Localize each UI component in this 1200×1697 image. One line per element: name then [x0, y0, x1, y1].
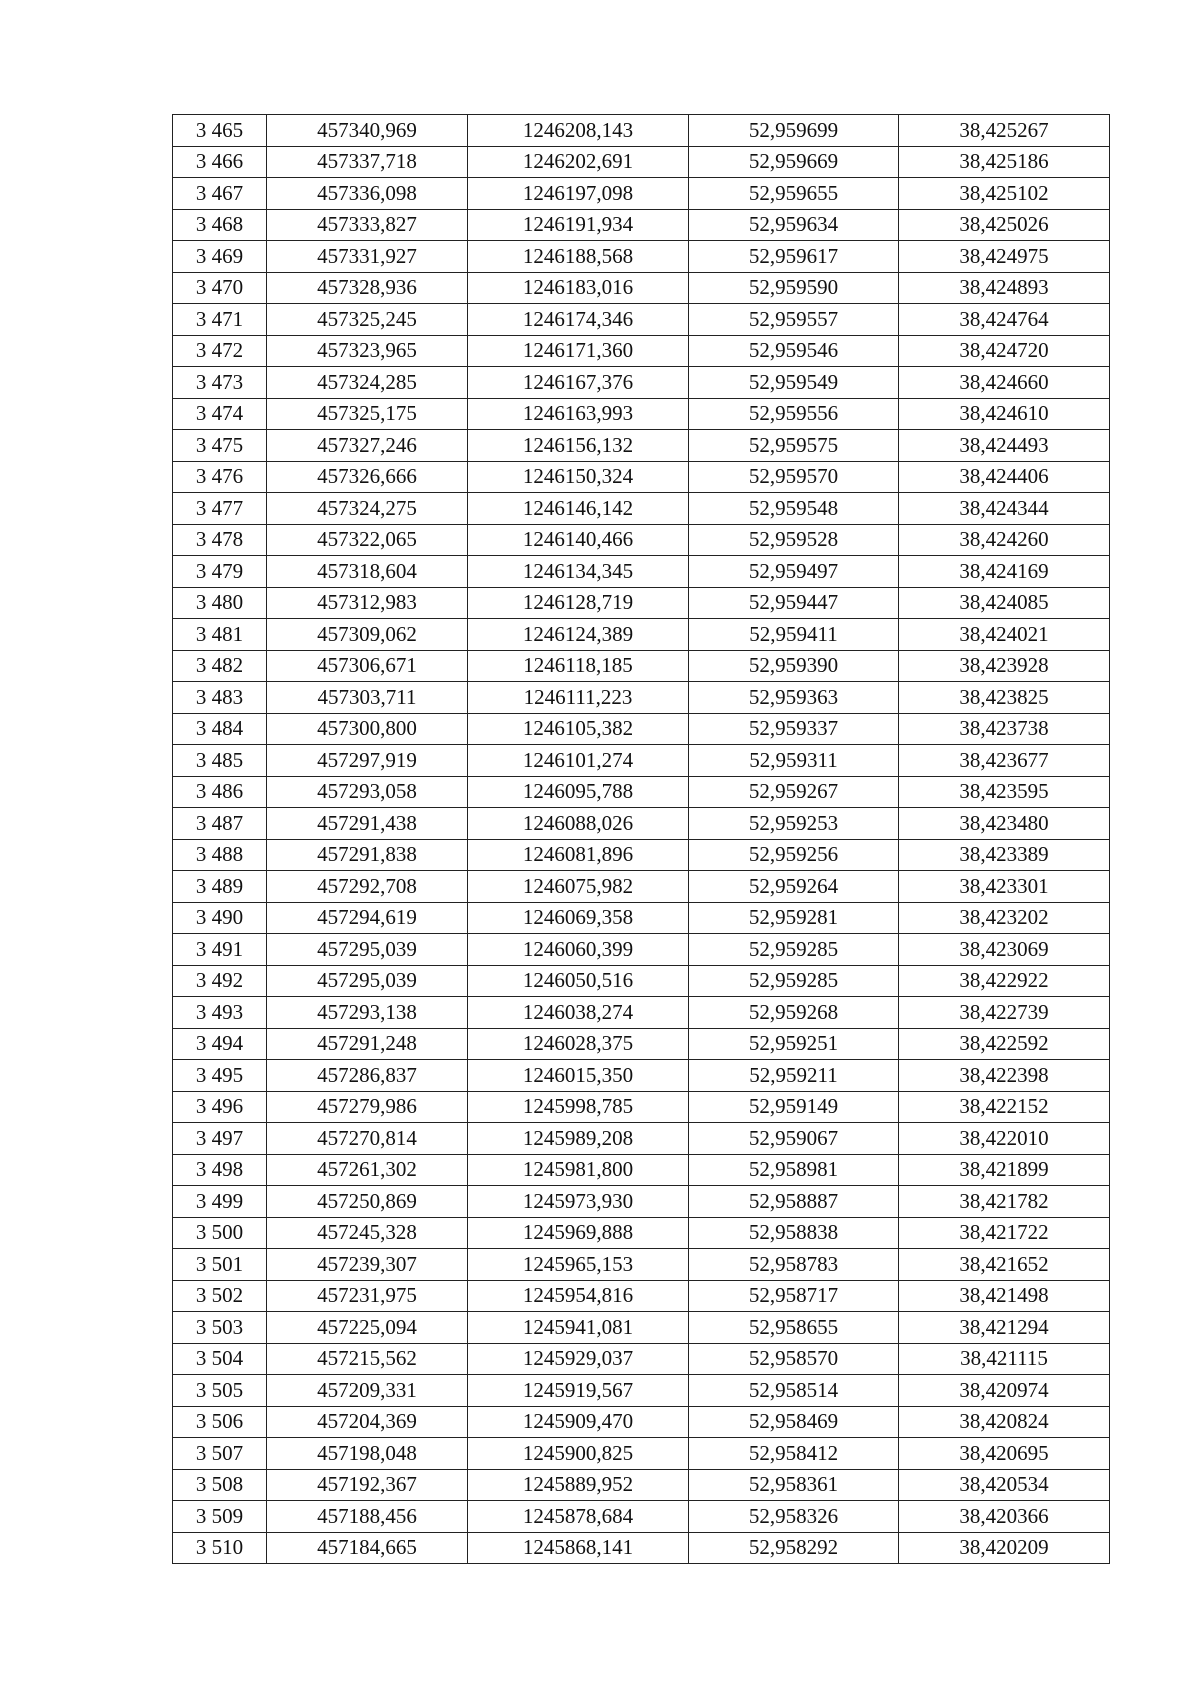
point-number-cell: 3 468: [173, 209, 267, 241]
y-coordinate-cell: 1246118,185: [468, 650, 689, 682]
x-coordinate-cell: 457327,246: [267, 430, 468, 462]
y-coordinate-cell: 1245889,952: [468, 1469, 689, 1501]
x-coordinate-cell: 457188,456: [267, 1501, 468, 1533]
longitude-cell: 38,424493: [899, 430, 1110, 462]
table-row: [173, 178, 1110, 210]
x-coordinate-cell: 457300,800: [267, 713, 468, 745]
point-number-cell: 3 500: [173, 1217, 267, 1249]
y-coordinate-cell: 1246188,568: [468, 241, 689, 273]
x-coordinate-cell: 457239,307: [267, 1249, 468, 1281]
y-coordinate-cell: 1246075,982: [468, 871, 689, 903]
latitude-cell: 52,959699: [689, 115, 899, 147]
y-coordinate-cell: 1246124,389: [468, 619, 689, 651]
y-coordinate-cell: 1246202,691: [468, 146, 689, 178]
longitude-cell: 38,424344: [899, 493, 1110, 525]
point-number-cell: 3 510: [173, 1532, 267, 1564]
x-coordinate-cell: 457303,711: [267, 682, 468, 714]
table-row: [173, 871, 1110, 903]
longitude-cell: 38,421294: [899, 1312, 1110, 1344]
table-row: [173, 304, 1110, 336]
point-number-cell: 3 475: [173, 430, 267, 462]
longitude-cell: 38,425102: [899, 178, 1110, 210]
point-number-cell: 3 474: [173, 398, 267, 430]
latitude-cell: 52,959556: [689, 398, 899, 430]
latitude-cell: 52,959285: [689, 965, 899, 997]
point-number-cell: 3 491: [173, 934, 267, 966]
x-coordinate-cell: 457293,058: [267, 776, 468, 808]
y-coordinate-cell: 1246111,223: [468, 682, 689, 714]
y-coordinate-cell: 1246140,466: [468, 524, 689, 556]
latitude-cell: 52,959363: [689, 682, 899, 714]
longitude-cell: 38,422592: [899, 1028, 1110, 1060]
table-row: [173, 1091, 1110, 1123]
latitude-cell: 52,959337: [689, 713, 899, 745]
latitude-cell: 52,959669: [689, 146, 899, 178]
table-row: [173, 461, 1110, 493]
longitude-cell: 38,423069: [899, 934, 1110, 966]
point-number-cell: 3 505: [173, 1375, 267, 1407]
longitude-cell: 38,421115: [899, 1343, 1110, 1375]
coordinates-table: [172, 114, 1110, 1564]
x-coordinate-cell: 457292,708: [267, 871, 468, 903]
y-coordinate-cell: 1246156,132: [468, 430, 689, 462]
table-row: [173, 1028, 1110, 1060]
table-row: [173, 965, 1110, 997]
y-coordinate-cell: 1246050,516: [468, 965, 689, 997]
latitude-cell: 52,958981: [689, 1154, 899, 1186]
latitude-cell: 52,959285: [689, 934, 899, 966]
x-coordinate-cell: 457318,604: [267, 556, 468, 588]
x-coordinate-cell: 457250,869: [267, 1186, 468, 1218]
longitude-cell: 38,423825: [899, 682, 1110, 714]
longitude-cell: 38,424660: [899, 367, 1110, 399]
y-coordinate-cell: 1246146,142: [468, 493, 689, 525]
longitude-cell: 38,423738: [899, 713, 1110, 745]
point-number-cell: 3 481: [173, 619, 267, 651]
table-row: [173, 1186, 1110, 1218]
y-coordinate-cell: 1246167,376: [468, 367, 689, 399]
point-number-cell: 3 489: [173, 871, 267, 903]
coordinates-table-body: [173, 115, 1110, 1564]
point-number-cell: 3 485: [173, 745, 267, 777]
x-coordinate-cell: 457306,671: [267, 650, 468, 682]
x-coordinate-cell: 457294,619: [267, 902, 468, 934]
table-row: [173, 1217, 1110, 1249]
x-coordinate-cell: 457215,562: [267, 1343, 468, 1375]
point-number-cell: 3 503: [173, 1312, 267, 1344]
table-row: [173, 1249, 1110, 1281]
latitude-cell: 52,959253: [689, 808, 899, 840]
table-row: [173, 619, 1110, 651]
latitude-cell: 52,958514: [689, 1375, 899, 1407]
y-coordinate-cell: 1246163,993: [468, 398, 689, 430]
x-coordinate-cell: 457295,039: [267, 934, 468, 966]
table-row: [173, 934, 1110, 966]
x-coordinate-cell: 457204,369: [267, 1406, 468, 1438]
latitude-cell: 52,959149: [689, 1091, 899, 1123]
y-coordinate-cell: 1246171,360: [468, 335, 689, 367]
x-coordinate-cell: 457270,814: [267, 1123, 468, 1155]
longitude-cell: 38,420974: [899, 1375, 1110, 1407]
y-coordinate-cell: 1246038,274: [468, 997, 689, 1029]
y-coordinate-cell: 1245909,470: [468, 1406, 689, 1438]
point-number-cell: 3 478: [173, 524, 267, 556]
longitude-cell: 38,423301: [899, 871, 1110, 903]
longitude-cell: 38,422398: [899, 1060, 1110, 1092]
longitude-cell: 38,420366: [899, 1501, 1110, 1533]
table-row: [173, 902, 1110, 934]
y-coordinate-cell: 1246105,382: [468, 713, 689, 745]
x-coordinate-cell: 457295,039: [267, 965, 468, 997]
point-number-cell: 3 496: [173, 1091, 267, 1123]
point-number-cell: 3 472: [173, 335, 267, 367]
table-row: [173, 808, 1110, 840]
y-coordinate-cell: 1245998,785: [468, 1091, 689, 1123]
y-coordinate-cell: 1245878,684: [468, 1501, 689, 1533]
x-coordinate-cell: 457322,065: [267, 524, 468, 556]
point-number-cell: 3 507: [173, 1438, 267, 1470]
table-row: [173, 209, 1110, 241]
x-coordinate-cell: 457286,837: [267, 1060, 468, 1092]
x-coordinate-cell: 457325,245: [267, 304, 468, 336]
x-coordinate-cell: 457291,838: [267, 839, 468, 871]
point-number-cell: 3 504: [173, 1343, 267, 1375]
longitude-cell: 38,425267: [899, 115, 1110, 147]
latitude-cell: 52,959251: [689, 1028, 899, 1060]
point-number-cell: 3 508: [173, 1469, 267, 1501]
y-coordinate-cell: 1246197,098: [468, 178, 689, 210]
x-coordinate-cell: 457325,175: [267, 398, 468, 430]
longitude-cell: 38,424975: [899, 241, 1110, 273]
y-coordinate-cell: 1246081,896: [468, 839, 689, 871]
x-coordinate-cell: 457209,331: [267, 1375, 468, 1407]
latitude-cell: 52,959447: [689, 587, 899, 619]
y-coordinate-cell: 1245969,888: [468, 1217, 689, 1249]
point-number-cell: 3 473: [173, 367, 267, 399]
point-number-cell: 3 486: [173, 776, 267, 808]
y-coordinate-cell: 1245965,153: [468, 1249, 689, 1281]
longitude-cell: 38,422152: [899, 1091, 1110, 1123]
latitude-cell: 52,959549: [689, 367, 899, 399]
x-coordinate-cell: 457309,062: [267, 619, 468, 651]
point-number-cell: 3 479: [173, 556, 267, 588]
latitude-cell: 52,959590: [689, 272, 899, 304]
table-row: [173, 556, 1110, 588]
x-coordinate-cell: 457279,986: [267, 1091, 468, 1123]
longitude-cell: 38,423677: [899, 745, 1110, 777]
latitude-cell: 52,958887: [689, 1186, 899, 1218]
x-coordinate-cell: 457340,969: [267, 115, 468, 147]
latitude-cell: 52,958412: [689, 1438, 899, 1470]
table-row: [173, 493, 1110, 525]
point-number-cell: 3 465: [173, 115, 267, 147]
point-number-cell: 3 488: [173, 839, 267, 871]
longitude-cell: 38,421722: [899, 1217, 1110, 1249]
table-row: [173, 1154, 1110, 1186]
longitude-cell: 38,423595: [899, 776, 1110, 808]
longitude-cell: 38,424085: [899, 587, 1110, 619]
point-number-cell: 3 469: [173, 241, 267, 273]
latitude-cell: 52,958292: [689, 1532, 899, 1564]
longitude-cell: 38,421782: [899, 1186, 1110, 1218]
longitude-cell: 38,423202: [899, 902, 1110, 934]
x-coordinate-cell: 457245,328: [267, 1217, 468, 1249]
point-number-cell: 3 502: [173, 1280, 267, 1312]
point-number-cell: 3 509: [173, 1501, 267, 1533]
latitude-cell: 52,959546: [689, 335, 899, 367]
longitude-cell: 38,423389: [899, 839, 1110, 871]
table-row: [173, 524, 1110, 556]
longitude-cell: 38,423480: [899, 808, 1110, 840]
latitude-cell: 52,958717: [689, 1280, 899, 1312]
x-coordinate-cell: 457225,094: [267, 1312, 468, 1344]
y-coordinate-cell: 1245941,081: [468, 1312, 689, 1344]
latitude-cell: 52,959211: [689, 1060, 899, 1092]
table-row: [173, 997, 1110, 1029]
longitude-cell: 38,424406: [899, 461, 1110, 493]
longitude-cell: 38,424893: [899, 272, 1110, 304]
table-row: [173, 115, 1110, 147]
table-row: [173, 1343, 1110, 1375]
latitude-cell: 52,959528: [689, 524, 899, 556]
point-number-cell: 3 499: [173, 1186, 267, 1218]
y-coordinate-cell: 1246069,358: [468, 902, 689, 934]
latitude-cell: 52,959557: [689, 304, 899, 336]
x-coordinate-cell: 457324,285: [267, 367, 468, 399]
longitude-cell: 38,421498: [899, 1280, 1110, 1312]
x-coordinate-cell: 457333,827: [267, 209, 468, 241]
longitude-cell: 38,424610: [899, 398, 1110, 430]
table-row: [173, 745, 1110, 777]
longitude-cell: 38,420695: [899, 1438, 1110, 1470]
point-number-cell: 3 477: [173, 493, 267, 525]
table-row: [173, 713, 1110, 745]
point-number-cell: 3 476: [173, 461, 267, 493]
table-row: [173, 1280, 1110, 1312]
longitude-cell: 38,423928: [899, 650, 1110, 682]
longitude-cell: 38,424021: [899, 619, 1110, 651]
latitude-cell: 52,958570: [689, 1343, 899, 1375]
latitude-cell: 52,958361: [689, 1469, 899, 1501]
latitude-cell: 52,958655: [689, 1312, 899, 1344]
point-number-cell: 3 501: [173, 1249, 267, 1281]
x-coordinate-cell: 457291,438: [267, 808, 468, 840]
table-row: [173, 1501, 1110, 1533]
table-row: [173, 146, 1110, 178]
point-number-cell: 3 490: [173, 902, 267, 934]
longitude-cell: 38,424764: [899, 304, 1110, 336]
y-coordinate-cell: 1246183,016: [468, 272, 689, 304]
x-coordinate-cell: 457331,927: [267, 241, 468, 273]
point-number-cell: 3 493: [173, 997, 267, 1029]
x-coordinate-cell: 457312,983: [267, 587, 468, 619]
latitude-cell: 52,959390: [689, 650, 899, 682]
longitude-cell: 38,422922: [899, 965, 1110, 997]
y-coordinate-cell: 1245954,816: [468, 1280, 689, 1312]
table-row: [173, 1532, 1110, 1564]
latitude-cell: 52,958783: [689, 1249, 899, 1281]
point-number-cell: 3 506: [173, 1406, 267, 1438]
table-row: [173, 430, 1110, 462]
latitude-cell: 52,958326: [689, 1501, 899, 1533]
table-row: [173, 1469, 1110, 1501]
point-number-cell: 3 483: [173, 682, 267, 714]
latitude-cell: 52,959617: [689, 241, 899, 273]
longitude-cell: 38,424720: [899, 335, 1110, 367]
x-coordinate-cell: 457231,975: [267, 1280, 468, 1312]
latitude-cell: 52,959067: [689, 1123, 899, 1155]
table-row: [173, 335, 1110, 367]
latitude-cell: 52,959548: [689, 493, 899, 525]
x-coordinate-cell: 457192,367: [267, 1469, 468, 1501]
y-coordinate-cell: 1246208,143: [468, 115, 689, 147]
x-coordinate-cell: 457336,098: [267, 178, 468, 210]
point-number-cell: 3 498: [173, 1154, 267, 1186]
latitude-cell: 52,959570: [689, 461, 899, 493]
y-coordinate-cell: 1246150,324: [468, 461, 689, 493]
table-row: [173, 650, 1110, 682]
y-coordinate-cell: 1246101,274: [468, 745, 689, 777]
y-coordinate-cell: 1245868,141: [468, 1532, 689, 1564]
table-row: [173, 839, 1110, 871]
longitude-cell: 38,425186: [899, 146, 1110, 178]
table-row: [173, 1123, 1110, 1155]
longitude-cell: 38,425026: [899, 209, 1110, 241]
latitude-cell: 52,959497: [689, 556, 899, 588]
x-coordinate-cell: 457291,248: [267, 1028, 468, 1060]
y-coordinate-cell: 1245900,825: [468, 1438, 689, 1470]
y-coordinate-cell: 1246015,350: [468, 1060, 689, 1092]
latitude-cell: 52,959575: [689, 430, 899, 462]
point-number-cell: 3 466: [173, 146, 267, 178]
point-number-cell: 3 494: [173, 1028, 267, 1060]
y-coordinate-cell: 1245989,208: [468, 1123, 689, 1155]
x-coordinate-cell: 457324,275: [267, 493, 468, 525]
y-coordinate-cell: 1245929,037: [468, 1343, 689, 1375]
table-row: [173, 682, 1110, 714]
latitude-cell: 52,959311: [689, 745, 899, 777]
point-number-cell: 3 482: [173, 650, 267, 682]
latitude-cell: 52,959634: [689, 209, 899, 241]
point-number-cell: 3 470: [173, 272, 267, 304]
y-coordinate-cell: 1246191,934: [468, 209, 689, 241]
table-row: [173, 776, 1110, 808]
latitude-cell: 52,959264: [689, 871, 899, 903]
point-number-cell: 3 484: [173, 713, 267, 745]
longitude-cell: 38,420824: [899, 1406, 1110, 1438]
latitude-cell: 52,959256: [689, 839, 899, 871]
point-number-cell: 3 480: [173, 587, 267, 619]
table-row: [173, 1375, 1110, 1407]
table-row: [173, 1060, 1110, 1092]
y-coordinate-cell: 1246128,719: [468, 587, 689, 619]
x-coordinate-cell: 457293,138: [267, 997, 468, 1029]
longitude-cell: 38,424260: [899, 524, 1110, 556]
y-coordinate-cell: 1246095,788: [468, 776, 689, 808]
x-coordinate-cell: 457337,718: [267, 146, 468, 178]
y-coordinate-cell: 1246088,026: [468, 808, 689, 840]
longitude-cell: 38,420209: [899, 1532, 1110, 1564]
longitude-cell: 38,421899: [899, 1154, 1110, 1186]
y-coordinate-cell: 1245981,800: [468, 1154, 689, 1186]
table-row: [173, 241, 1110, 273]
table-row: [173, 1406, 1110, 1438]
point-number-cell: 3 471: [173, 304, 267, 336]
latitude-cell: 52,959267: [689, 776, 899, 808]
x-coordinate-cell: 457184,665: [267, 1532, 468, 1564]
latitude-cell: 52,958838: [689, 1217, 899, 1249]
table-row: [173, 367, 1110, 399]
table-row: [173, 587, 1110, 619]
latitude-cell: 52,959281: [689, 902, 899, 934]
y-coordinate-cell: 1246028,375: [468, 1028, 689, 1060]
y-coordinate-cell: 1245919,567: [468, 1375, 689, 1407]
y-coordinate-cell: 1246134,345: [468, 556, 689, 588]
point-number-cell: 3 495: [173, 1060, 267, 1092]
point-number-cell: 3 492: [173, 965, 267, 997]
y-coordinate-cell: 1245973,930: [468, 1186, 689, 1218]
x-coordinate-cell: 457198,048: [267, 1438, 468, 1470]
x-coordinate-cell: 457328,936: [267, 272, 468, 304]
table-row: [173, 398, 1110, 430]
y-coordinate-cell: 1246060,399: [468, 934, 689, 966]
point-number-cell: 3 467: [173, 178, 267, 210]
longitude-cell: 38,422010: [899, 1123, 1110, 1155]
longitude-cell: 38,420534: [899, 1469, 1110, 1501]
y-coordinate-cell: 1246174,346: [468, 304, 689, 336]
latitude-cell: 52,959655: [689, 178, 899, 210]
table-row: [173, 1312, 1110, 1344]
x-coordinate-cell: 457326,666: [267, 461, 468, 493]
x-coordinate-cell: 457323,965: [267, 335, 468, 367]
longitude-cell: 38,424169: [899, 556, 1110, 588]
longitude-cell: 38,422739: [899, 997, 1110, 1029]
x-coordinate-cell: 457261,302: [267, 1154, 468, 1186]
point-number-cell: 3 497: [173, 1123, 267, 1155]
latitude-cell: 52,959411: [689, 619, 899, 651]
table-row: [173, 1438, 1110, 1470]
longitude-cell: 38,421652: [899, 1249, 1110, 1281]
latitude-cell: 52,959268: [689, 997, 899, 1029]
table-row: [173, 272, 1110, 304]
point-number-cell: 3 487: [173, 808, 267, 840]
x-coordinate-cell: 457297,919: [267, 745, 468, 777]
latitude-cell: 52,958469: [689, 1406, 899, 1438]
